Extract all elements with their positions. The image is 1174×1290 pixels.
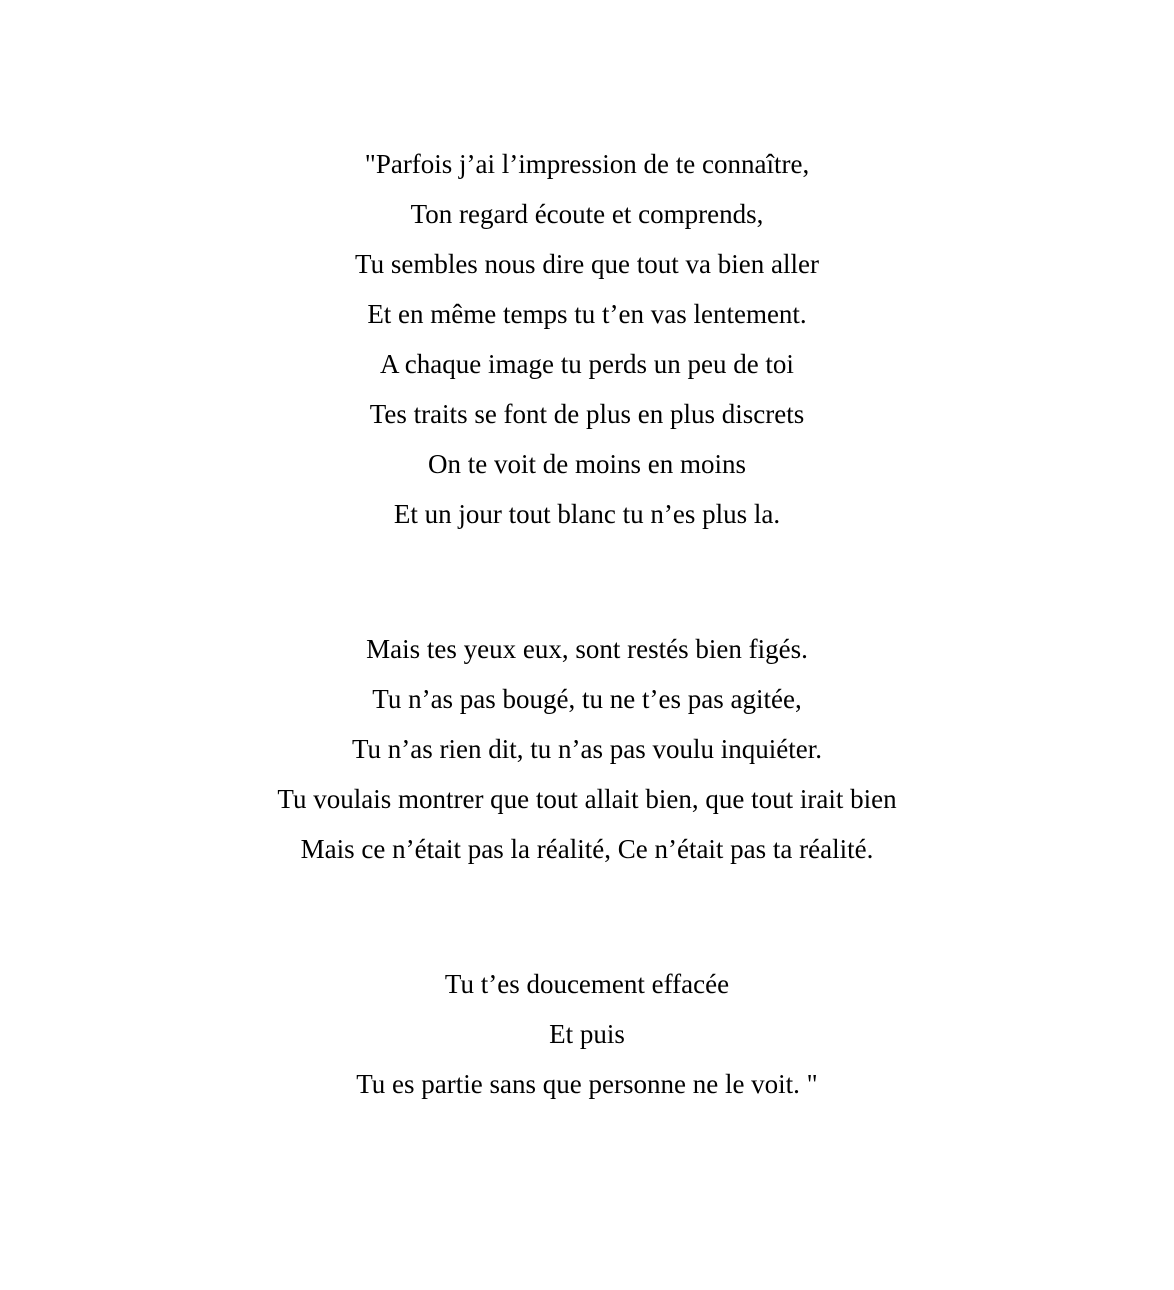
poem-line: Ton regard écoute et comprends, [410,199,764,229]
poem-line: Tu n’as pas bougé, tu ne t’es pas agitée, [372,684,802,714]
stanza-1 [0,139,1174,539]
poem-line: On te voit de moins en moins [428,449,746,479]
poem-line: Et en même temps tu t’en vas lentement. [367,299,807,329]
poem-line: Tes traits se font de plus en plus discrets [369,399,805,429]
stanza-3 [0,959,1174,1109]
poem-line: Mais tes yeux eux, sont restés bien figés. [366,634,808,664]
poem-line: Et puis [549,1019,625,1049]
poem-line: Tu t’es doucement effacée [444,969,730,999]
poem-line: Tu es partie sans que personne ne le voit. " [356,1069,818,1099]
poem-line: A chaque image tu perds un peu de toi [380,349,794,379]
poem-line: Mais ce n’était pas la réalité, Ce n’était pas ta réalité. [300,834,874,864]
stanza-2 [0,624,1174,874]
poem-line: Tu voulais montrer que tout allait bien, que tout irait bien [277,784,897,814]
poem-line: "Parfois j’ai l’impression de te connaître, [364,149,810,179]
poem-line: Et un jour tout blanc tu n’es plus la. [393,499,781,529]
poem-line: Tu sembles nous dire que tout va bien aller [355,249,819,279]
poem-line: Tu n’as rien dit, tu n’as pas voulu inquiéter. [352,734,822,764]
